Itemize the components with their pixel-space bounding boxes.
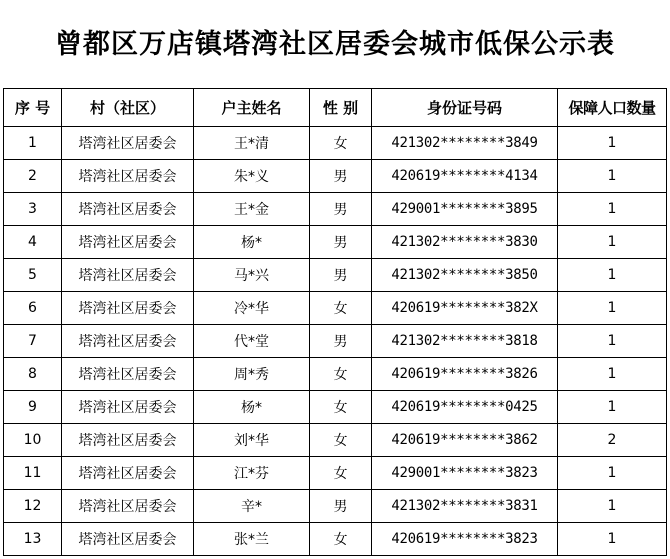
- cell-covered-count: 2: [558, 424, 667, 457]
- cell-gender: 女: [310, 457, 372, 490]
- cell-gender: 男: [310, 160, 372, 193]
- table-row: [4, 292, 667, 325]
- cell-index: 2: [4, 160, 62, 193]
- cell-covered-count: 1: [558, 325, 667, 358]
- table-row: [4, 259, 667, 292]
- cell-householder-name: 杨*: [194, 226, 310, 259]
- cell-index: 12: [4, 490, 62, 523]
- cell-id-number: 421302********3818: [372, 325, 558, 358]
- cell-id-number: 420619********4134: [372, 160, 558, 193]
- cell-covered-count: 1: [558, 127, 667, 160]
- cell-village: 塔湾社区居委会: [62, 457, 194, 490]
- table-row: [4, 424, 667, 457]
- cell-householder-name: 冷*华: [194, 292, 310, 325]
- cell-covered-count: 1: [558, 457, 667, 490]
- cell-covered-count: 1: [558, 292, 667, 325]
- table-body: [4, 127, 667, 556]
- cell-id-number: 421302********3830: [372, 226, 558, 259]
- cell-covered-count: 1: [558, 358, 667, 391]
- column-header-gender: 性 别: [310, 89, 372, 127]
- cell-village: 塔湾社区居委会: [62, 127, 194, 160]
- cell-householder-name: 王*清: [194, 127, 310, 160]
- cell-village: 塔湾社区居委会: [62, 424, 194, 457]
- table-row: [4, 325, 667, 358]
- cell-id-number: 420619********3826: [372, 358, 558, 391]
- cell-householder-name: 刘*华: [194, 424, 310, 457]
- cell-id-number: 420619********3862: [372, 424, 558, 457]
- table-row: [4, 193, 667, 226]
- cell-village: 塔湾社区居委会: [62, 523, 194, 556]
- cell-covered-count: 1: [558, 523, 667, 556]
- cell-householder-name: 王*金: [194, 193, 310, 226]
- table-row: [4, 358, 667, 391]
- cell-id-number: 420619********382X: [372, 292, 558, 325]
- cell-id-number: 421302********3850: [372, 259, 558, 292]
- cell-id-number: 421302********3831: [372, 490, 558, 523]
- table-row: [4, 523, 667, 556]
- cell-id-number: 421302********3849: [372, 127, 558, 160]
- table-row: [4, 457, 667, 490]
- cell-index: 10: [4, 424, 62, 457]
- cell-index: 4: [4, 226, 62, 259]
- cell-householder-name: 马*兴: [194, 259, 310, 292]
- cell-id-number: 429001********3895: [372, 193, 558, 226]
- cell-gender: 男: [310, 325, 372, 358]
- cell-covered-count: 1: [558, 391, 667, 424]
- header-row: [4, 89, 667, 127]
- cell-village: 塔湾社区居委会: [62, 193, 194, 226]
- table-row: [4, 226, 667, 259]
- cell-village: 塔湾社区居委会: [62, 490, 194, 523]
- cell-gender: 女: [310, 424, 372, 457]
- cell-gender: 女: [310, 127, 372, 160]
- cell-gender: 女: [310, 292, 372, 325]
- cell-index: 7: [4, 325, 62, 358]
- cell-id-number: 429001********3823: [372, 457, 558, 490]
- cell-index: 13: [4, 523, 62, 556]
- cell-householder-name: 江*芬: [194, 457, 310, 490]
- cell-village: 塔湾社区居委会: [62, 391, 194, 424]
- cell-gender: 男: [310, 193, 372, 226]
- cell-village: 塔湾社区居委会: [62, 292, 194, 325]
- cell-index: 5: [4, 259, 62, 292]
- cell-gender: 男: [310, 490, 372, 523]
- cell-householder-name: 朱*义: [194, 160, 310, 193]
- column-header-count: 保障人口数量: [558, 89, 667, 127]
- cell-village: 塔湾社区居委会: [62, 259, 194, 292]
- table-row: [4, 160, 667, 193]
- cell-householder-name: 周*秀: [194, 358, 310, 391]
- cell-index: 3: [4, 193, 62, 226]
- table-row: [4, 391, 667, 424]
- cell-id-number: 420619********0425: [372, 391, 558, 424]
- cell-covered-count: 1: [558, 259, 667, 292]
- cell-index: 6: [4, 292, 62, 325]
- cell-village: 塔湾社区居委会: [62, 358, 194, 391]
- column-header-index: 序 号: [4, 89, 62, 127]
- table-row: [4, 127, 667, 160]
- cell-village: 塔湾社区居委会: [62, 325, 194, 358]
- cell-householder-name: 代*堂: [194, 325, 310, 358]
- cell-covered-count: 1: [558, 160, 667, 193]
- cell-householder-name: 张*兰: [194, 523, 310, 556]
- table-row: [4, 490, 667, 523]
- column-header-name: 户主姓名: [194, 89, 310, 127]
- column-header-village: 村（社区）: [62, 89, 194, 127]
- cell-gender: 男: [310, 226, 372, 259]
- page-title: 曾都区万店镇塔湾社区居委会城市低保公示表: [55, 29, 615, 60]
- cell-village: 塔湾社区居委会: [62, 226, 194, 259]
- column-header-idcard: 身份证号码: [372, 89, 558, 127]
- cell-village: 塔湾社区居委会: [62, 160, 194, 193]
- cell-id-number: 420619********3823: [372, 523, 558, 556]
- cell-householder-name: 辛*: [194, 490, 310, 523]
- cell-index: 11: [4, 457, 62, 490]
- cell-gender: 女: [310, 523, 372, 556]
- cell-covered-count: 1: [558, 226, 667, 259]
- cell-gender: 男: [310, 259, 372, 292]
- cell-householder-name: 杨*: [194, 391, 310, 424]
- welfare-roster-table: [3, 88, 667, 556]
- cell-index: 9: [4, 391, 62, 424]
- cell-gender: 女: [310, 358, 372, 391]
- cell-covered-count: 1: [558, 193, 667, 226]
- cell-index: 8: [4, 358, 62, 391]
- cell-gender: 女: [310, 391, 372, 424]
- cell-covered-count: 1: [558, 490, 667, 523]
- cell-index: 1: [4, 127, 62, 160]
